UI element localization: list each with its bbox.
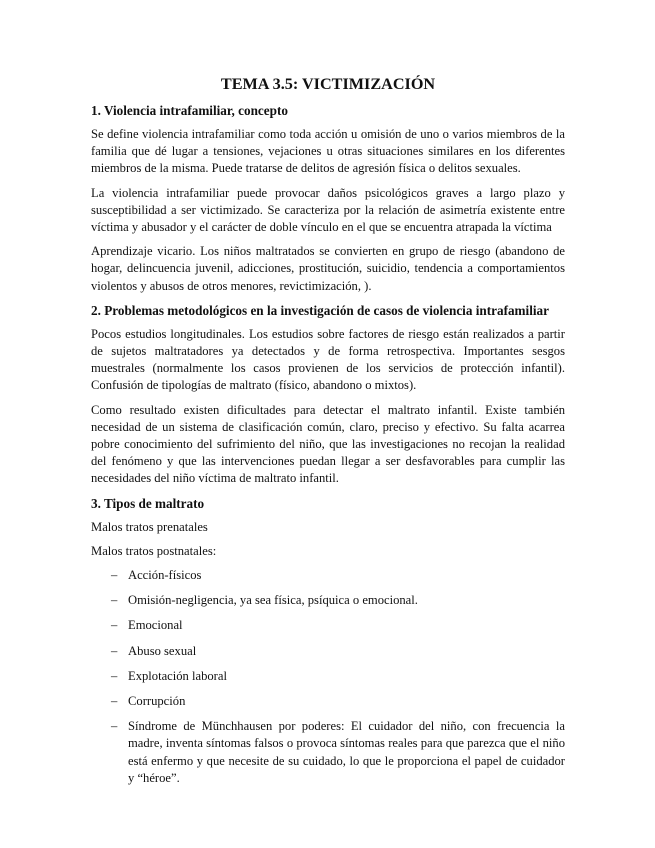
list-item	[91, 643, 565, 660]
section-2-paragraph-2: Como resultado existen dificultades para detectar el maltrato infantil. Existe también necesidad de un sistema de clasificación común, claro, preciso y efectivo. Su falta acarrea pobre conocimiento del sufrimiento del niño, que las investigaciones no recojan la realidad del fenómeno y que las intervenciones puedan llegar a ser desfavorables para cumplir las necesidades del niño víctima de maltrato infantil.	[91, 402, 565, 486]
dash-bullet: –	[111, 719, 118, 734]
list-item-text: Emocional	[128, 618, 183, 633]
section-1-paragraph-2: La violencia intrafamiliar puede provocar daños psicológicos graves a largo plazo y susceptibilidad a ser victimizado. Se caracteriza por la relación de asimetría existente entre víctima y abusador y el carácter de doble vínculo en el que se encuentra atrapada la víctima	[91, 185, 565, 235]
list-item-text: Síndrome de Münchhausen por poderes: El cuidador del niño, con frecuencia la madre, inventa síntomas falsos o provoca síntomas reales para que parezca que el niño está enfermo y que necesite de su cuidado, lo que le proporciona el papel de cuidador y “héroe”.	[128, 719, 565, 785]
section-1-paragraph-3: Aprendizaje vicario. Los niños maltratados se convierten en grupo de riesgo (abandono de hogar, delincuencia juvenil, adicciones, prostitución, suicidio, tendencia a comportamientos violentos y abusos de otros menores, revictimización, ).	[91, 244, 565, 293]
document-title: TEMA 3.5: VICTIMIZACIÓN	[220, 75, 436, 93]
list-item-text: Omisión-negligencia, ya sea física, psíquica o emocional.	[128, 593, 418, 608]
list-item	[91, 693, 565, 710]
dash-bullet: –	[111, 618, 118, 633]
list-item	[91, 718, 565, 787]
list-item-text: Abuso sexual	[128, 643, 197, 658]
list-item	[91, 617, 565, 634]
section-2-paragraph-1: Pocos estudios longitudinales. Los estudios sobre factores de riesgo están realizados a partir de sujetos maltratadores ya detectados y de forma retrospectiva. Importantes sesgos muestrales (normalmente los casos provienen de los servicios de protección infantil). Confusión de tipologías de maltrato (físico, abandono o mixtos).	[91, 326, 565, 393]
maltreatment-types-list	[91, 567, 565, 787]
list-item	[91, 668, 565, 685]
postnatal-line: Malos tratos postnatales:	[91, 543, 217, 558]
list-item-text: Acción-físicos	[128, 568, 202, 583]
section-1-paragraph-1: Se define violencia intrafamiliar como toda acción u omisión de uno o varios miembros de la familia que dé lugar a tensiones, vejaciones u otras situaciones similares en los diferentes miembros de la misma. Puede tratarse de delitos de agresión física o delitos sexuales.	[91, 127, 565, 176]
dash-bullet: –	[111, 568, 118, 583]
section-3-heading: 3. Tipos de maltrato	[91, 495, 205, 511]
list-item-text: Explotación laboral	[128, 668, 227, 683]
section-2-heading: 2. Problemas metodológicos en la investigación de casos de violencia intrafamiliar	[91, 302, 549, 318]
dash-bullet: –	[111, 593, 118, 608]
list-item-text: Corrupción	[128, 694, 186, 709]
section-1-heading: 1. Violencia intrafamiliar, concepto	[91, 103, 288, 118]
dash-bullet: –	[111, 694, 118, 709]
prenatal-line: Malos tratos prenatales	[91, 519, 208, 534]
list-item	[91, 567, 565, 584]
dash-bullet: –	[111, 643, 118, 658]
list-item	[91, 592, 565, 609]
dash-bullet: –	[111, 668, 118, 683]
document-page	[91, 74, 565, 795]
